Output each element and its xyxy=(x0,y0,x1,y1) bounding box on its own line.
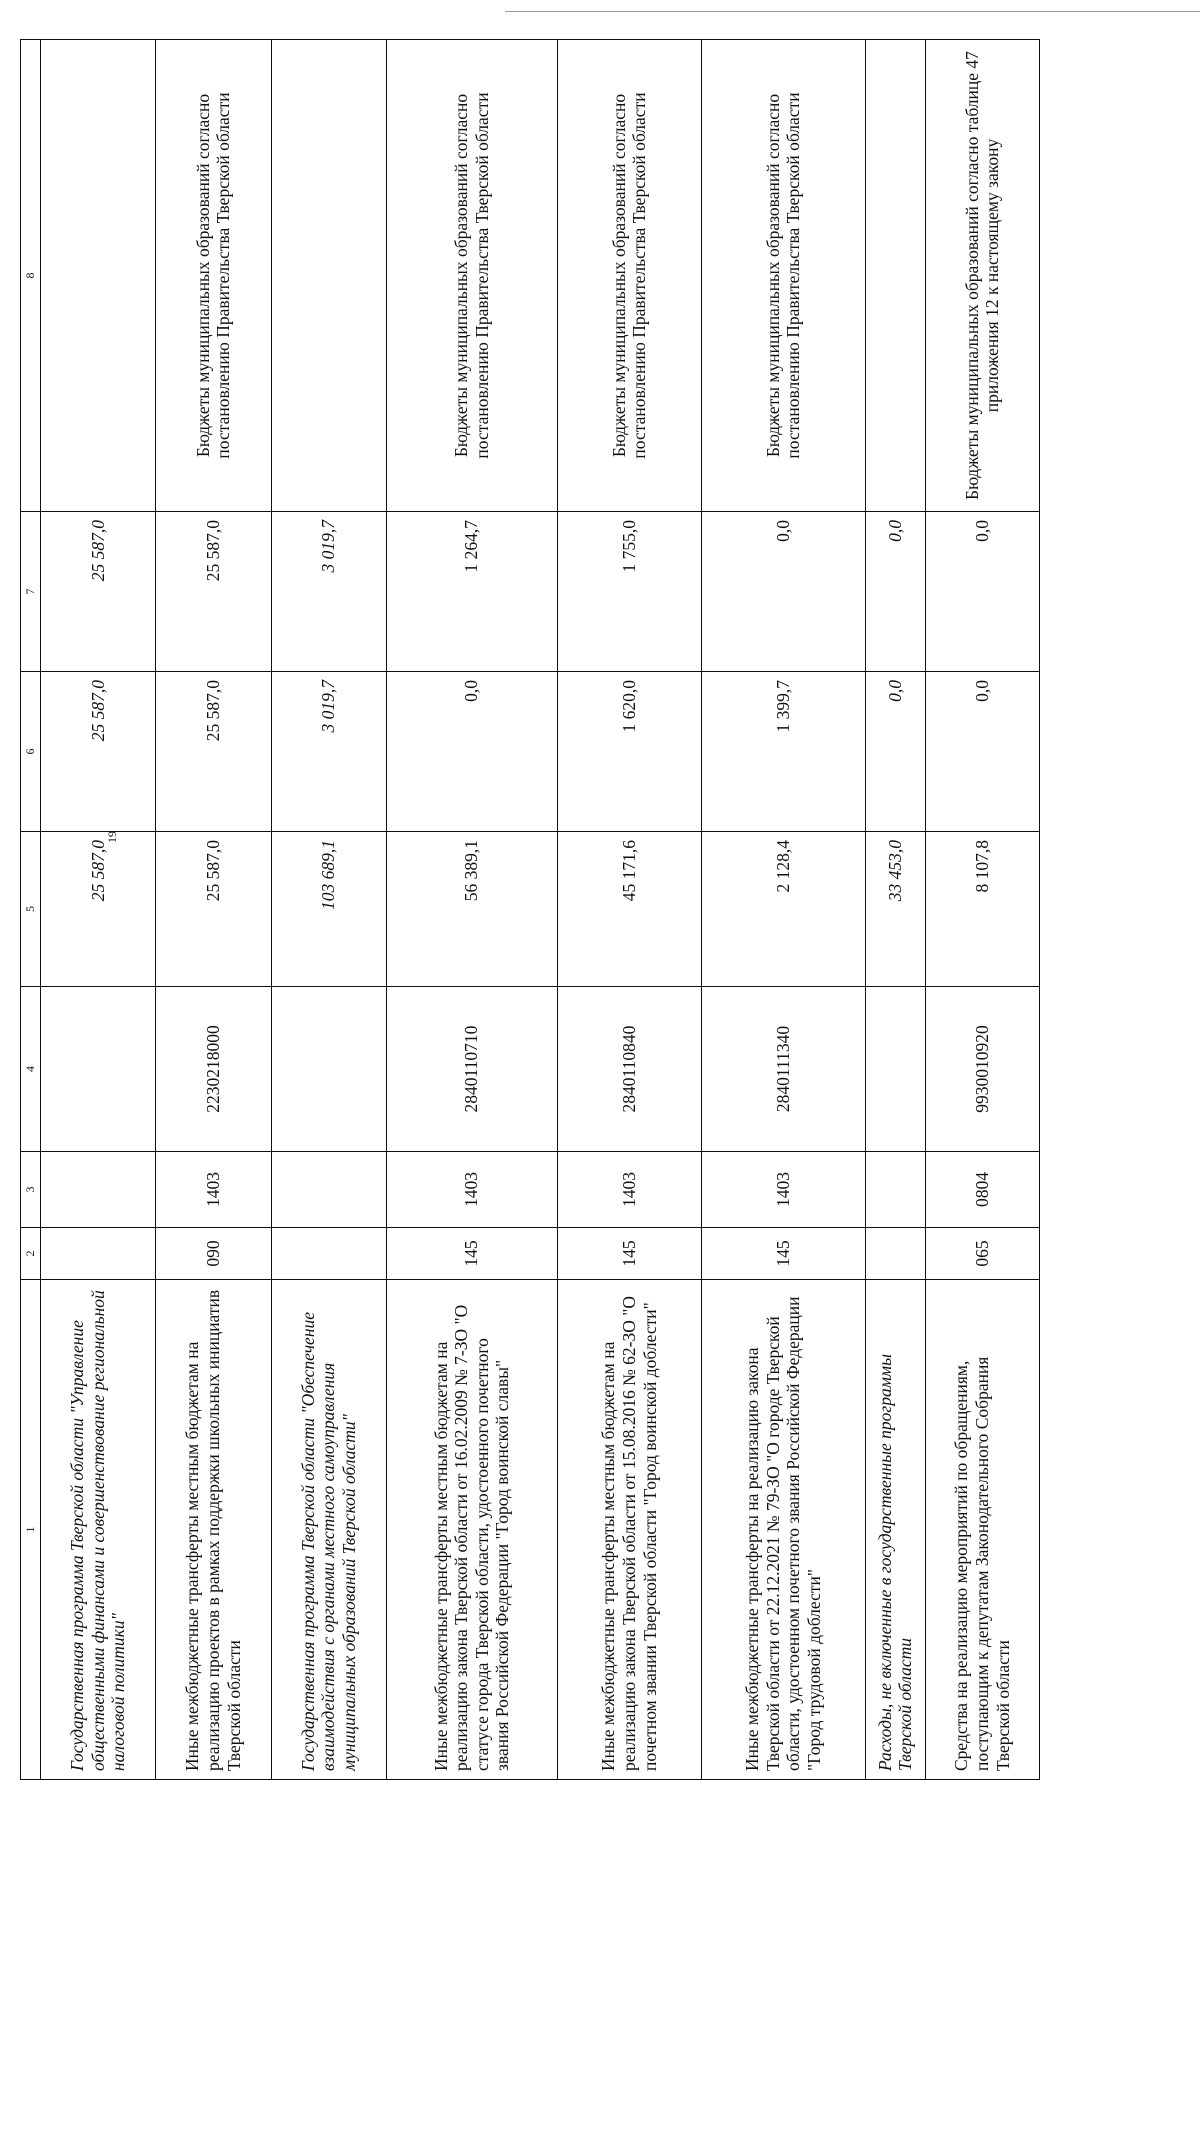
amount-col7: 0,0 xyxy=(701,512,865,672)
admin-code: 090 xyxy=(156,1228,271,1280)
table-row xyxy=(156,40,271,1780)
recipient: Бюджеты муниципальных образований согласно постановлению Правительства Тверской области xyxy=(156,40,271,512)
amount-col7: 1 755,0 xyxy=(557,512,701,672)
amount-col5: 25 587,0 xyxy=(156,832,271,987)
amount-col5: 103 689,1 xyxy=(271,832,386,987)
column-header: 7 xyxy=(21,512,41,672)
transfer-name: Средства на реализацию мероприятий по обращениям, поступающим к депутатам Законодательного Собрания Тверской области xyxy=(925,1280,1039,1780)
amount-col7: 25 587,0 xyxy=(40,512,155,672)
recipient: Бюджеты муниципальных образований согласно постановлению Правительства Тверской области xyxy=(701,40,865,512)
program-name: Государственная программа Тверской области "Обеспечение взаимодействия с органами местного самоуправления муниципальных образований Тверской области" xyxy=(271,1280,386,1780)
amount-col7: 0,0 xyxy=(925,512,1039,672)
recipient xyxy=(271,40,386,512)
column-header: 5 xyxy=(21,832,41,987)
target-article-code xyxy=(865,987,925,1152)
program-name: Государственная программа Тверской области "Управление общественными финансами и совершенствование региональной налоговой политики" xyxy=(40,1280,155,1780)
section-code: 1403 xyxy=(386,1152,557,1228)
section-code xyxy=(40,1152,155,1228)
table-row xyxy=(271,40,386,1780)
section-code xyxy=(865,1152,925,1228)
amount-col5: 8 107,8 xyxy=(925,832,1039,987)
column-number-row xyxy=(21,40,41,1780)
transfer-name: Иные межбюджетные трансферты местным бюджетам на реализацию закона Тверской области от 16.02.2009 № 7-ЗО "О статусе города Тверской области, удостоенного почетного звания Российской Федерации "Город воинской славы" xyxy=(386,1280,557,1780)
admin-code: 145 xyxy=(557,1228,701,1280)
recipient xyxy=(40,40,155,512)
target-article-code xyxy=(40,987,155,1152)
admin-code xyxy=(271,1228,386,1280)
recipient: Бюджеты муниципальных образований согласно постановлению Правительства Тверской области xyxy=(557,40,701,512)
unprogrammed-expenses-name: Расходы, не включенные в государственные программы Тверской области xyxy=(865,1280,925,1780)
column-header: 3 xyxy=(21,1152,41,1228)
table-row xyxy=(557,40,701,1780)
target-article-code xyxy=(271,987,386,1152)
amount-col6: 1 399,7 xyxy=(701,672,865,832)
amount-col5: 33 453,0 xyxy=(865,832,925,987)
recipient: Бюджеты муниципальных образований согласно таблице 47 приложения 12 к настоящему закону xyxy=(925,40,1039,512)
admin-code xyxy=(865,1228,925,1280)
amount-col6: 1 620,0 xyxy=(557,672,701,832)
section-code: 0804 xyxy=(925,1152,1039,1228)
amount-col5: 25 587,0 xyxy=(40,832,155,987)
admin-code xyxy=(40,1228,155,1280)
transfer-name: Иные межбюджетные трансферты местным бюджетам на реализацию закона Тверской области от 15.08.2016 № 62-ЗО "О почетном звании Тверской области "Город воинской доблести" xyxy=(557,1280,701,1780)
transfer-name: Иные межбюджетные трансферты местным бюджетам на реализацию проектов в рамках поддержки школьных инициатив Тверской области xyxy=(156,1280,271,1780)
table-row xyxy=(865,40,925,1780)
transfer-name: Иные межбюджетные трансферты на реализацию закона Тверской области от 22.12.2021 № 79-ЗО "О городе Тверской области, удостоенном почетного звания Российской Федерации "Город трудовой доблести" xyxy=(701,1280,865,1780)
amount-col7: 0,0 xyxy=(865,512,925,672)
section-code: 1403 xyxy=(701,1152,865,1228)
column-header: 8 xyxy=(21,40,41,512)
admin-code: 065 xyxy=(925,1228,1039,1280)
amount-col7: 3 019,7 xyxy=(271,512,386,672)
table-row xyxy=(925,40,1039,1780)
page-number: 19 xyxy=(105,831,119,843)
target-article-code: 9930010920 xyxy=(925,987,1039,1152)
amount-col5: 56 389,1 xyxy=(386,832,557,987)
target-article-code: 2230218000 xyxy=(156,987,271,1152)
amount-col7: 1 264,7 xyxy=(386,512,557,672)
section-code: 1403 xyxy=(156,1152,271,1228)
amount-col6: 3 019,7 xyxy=(271,672,386,832)
column-header: 1 xyxy=(21,1280,41,1780)
admin-code: 145 xyxy=(386,1228,557,1280)
amount-col6: 0,0 xyxy=(925,672,1039,832)
recipient: Бюджеты муниципальных образований согласно постановлению Правительства Тверской области xyxy=(386,40,557,512)
recipient xyxy=(865,40,925,512)
column-header: 2 xyxy=(21,1228,41,1280)
section-code xyxy=(271,1152,386,1228)
target-article-code: 2840110710 xyxy=(386,987,557,1152)
rotated-table-wrapper xyxy=(20,40,1040,1780)
amount-col6: 0,0 xyxy=(386,672,557,832)
amount-col5: 45 171,6 xyxy=(557,832,701,987)
column-header: 6 xyxy=(21,672,41,832)
table-row xyxy=(386,40,557,1780)
amount-col7: 25 587,0 xyxy=(156,512,271,672)
column-header: 4 xyxy=(21,987,41,1152)
amount-col6: 25 587,0 xyxy=(40,672,155,832)
target-article-code: 2840110840 xyxy=(557,987,701,1152)
admin-code: 145 xyxy=(701,1228,865,1280)
table-row xyxy=(40,40,155,1780)
target-article-code: 2840111340 xyxy=(701,987,865,1152)
table-row xyxy=(701,40,865,1780)
budget-table xyxy=(20,39,1040,1780)
amount-col6: 25 587,0 xyxy=(156,672,271,832)
amount-col5: 2 128,4 xyxy=(701,832,865,987)
scan-artifact-line xyxy=(505,11,1200,12)
section-code: 1403 xyxy=(557,1152,701,1228)
amount-col6: 0,0 xyxy=(865,672,925,832)
